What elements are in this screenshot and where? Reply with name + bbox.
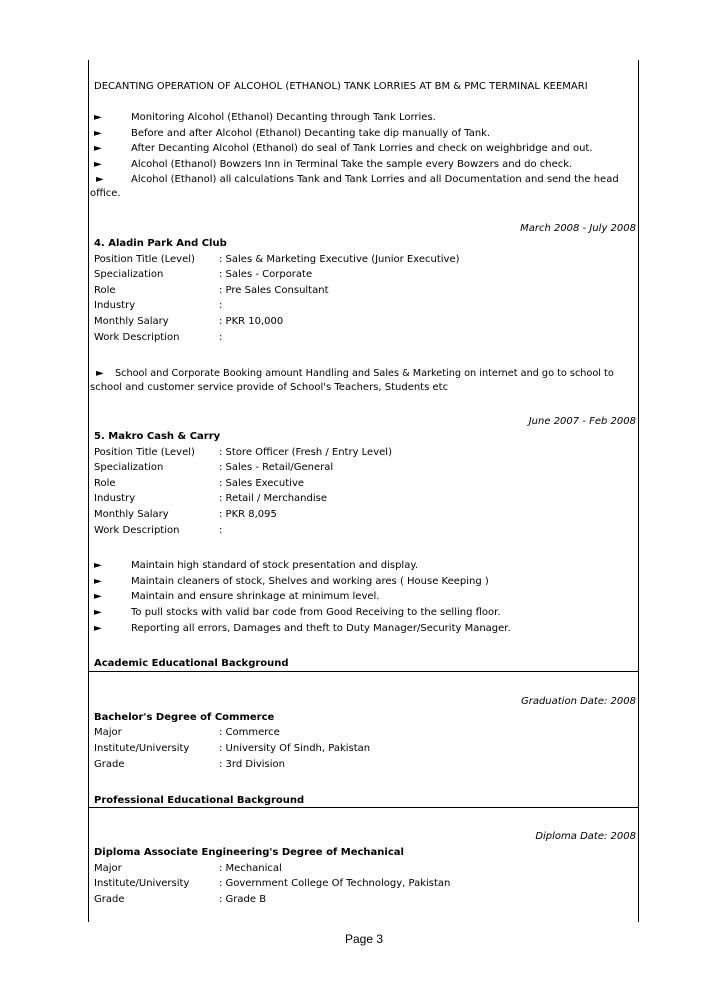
field-label: Monthly Salary xyxy=(94,509,169,520)
bullet-text: Monitoring Alcohol (Ethanol) Decanting through Tank Lorries. xyxy=(131,112,436,123)
field-label: Industry xyxy=(94,300,136,311)
right-border xyxy=(638,60,639,922)
left-border xyxy=(88,60,89,922)
bullet-text: Maintain cleaners of stock, Shelves and working ares ( House Keeping ) xyxy=(131,576,489,587)
field-label: Grade xyxy=(94,759,125,770)
job5-date: June 2007 - Feb 2008 xyxy=(528,416,636,427)
field-value: : 3rd Division xyxy=(219,759,285,770)
ethanol-heading: DECANTING OPERATION OF ALCOHOL (ETHANOL) TANK LORRIES AT BM & PMC TERMINAL KEEMARI xyxy=(94,81,588,92)
bullet-text: Before and after Alcohol (Ethanol) Decanting take dip manually of Tank. xyxy=(131,128,491,139)
bullet-text-continuation: office. xyxy=(90,188,121,199)
bullet-text: To pull stocks with valid bar code from Good Receiving to the selling floor. xyxy=(131,607,501,618)
bullet-arrow-icon: ► xyxy=(96,174,104,185)
academic-heading: Academic Educational Background xyxy=(94,658,289,669)
bullet-arrow-icon: ► xyxy=(96,368,104,379)
field-value: : Store Officer (Fresh / Entry Level) xyxy=(219,447,392,458)
job4-description-line-2: school and customer service provide of School's Teachers, Students etc xyxy=(90,382,449,393)
field-value: : Mechanical xyxy=(219,863,282,874)
bullet-arrow-icon: ► xyxy=(94,623,102,634)
bullet-arrow-icon: ► xyxy=(94,128,102,139)
academic-date: Graduation Date: 2008 xyxy=(520,696,636,707)
bullet-text: Reporting all errors, Damages and theft to Duty Manager/Security Manager. xyxy=(131,623,511,634)
field-label: Institute/University xyxy=(94,743,190,754)
bullet-arrow-icon: ► xyxy=(94,143,102,154)
field-value: : Sales Executive xyxy=(219,478,305,489)
field-value: : Sales & Marketing Executive (Junior Executive) xyxy=(219,254,460,265)
professional-date: Diploma Date: 2008 xyxy=(535,831,636,842)
field-label: Work Description xyxy=(94,525,180,536)
academic-divider xyxy=(88,671,639,672)
bullet-text: Maintain high standard of stock presentation and display. xyxy=(131,560,418,571)
professional-heading: Professional Educational Background xyxy=(94,795,305,806)
bullet-arrow-icon: ► xyxy=(94,159,102,170)
field-label: Specialization xyxy=(94,269,164,280)
field-value: : University Of Sindh, Pakistan xyxy=(219,743,371,754)
field-label: Industry xyxy=(94,493,136,504)
field-label: Position Title (Level) xyxy=(94,447,195,458)
field-label: Institute/University xyxy=(94,878,190,889)
field-label: Role xyxy=(94,478,116,489)
bullet-text: Alcohol (Ethanol) Bowzers Inn in Terminal Take the sample every Bowzers and do check. xyxy=(131,159,573,170)
field-label: Role xyxy=(94,285,116,296)
bullet-arrow-icon: ► xyxy=(94,607,102,618)
field-value: : PKR 10,000 xyxy=(219,316,284,327)
job4-title: 4. Aladin Park And Club xyxy=(94,238,227,249)
bullet-arrow-icon: ► xyxy=(94,591,102,602)
page-number: Page 3 xyxy=(344,932,384,946)
field-label: Specialization xyxy=(94,462,164,473)
field-value: : Sales - Retail/General xyxy=(219,462,334,473)
job4-date: March 2008 - July 2008 xyxy=(520,223,636,234)
job4-description-line-1: School and Corporate Booking amount Handling and Sales & Marketing on internet and go to school to xyxy=(115,368,614,379)
field-label: Work Description xyxy=(94,332,180,343)
field-value: : Pre Sales Consultant xyxy=(219,285,329,296)
field-value: : PKR 8,095 xyxy=(219,509,277,520)
field-value: : xyxy=(219,525,223,536)
field-label: Monthly Salary xyxy=(94,316,169,327)
job5-title: 5. Makro Cash & Carry xyxy=(94,431,221,442)
field-label: Major xyxy=(94,727,122,738)
field-value: : xyxy=(219,332,223,343)
field-value: : Retail / Merchandise xyxy=(219,493,327,504)
field-value: : Sales - Corporate xyxy=(219,269,313,280)
bullet-arrow-icon: ► xyxy=(94,576,102,587)
bullet-arrow-icon: ► xyxy=(94,560,102,571)
field-value: : xyxy=(219,300,223,311)
academic-degree-title: Bachelor's Degree of Commerce xyxy=(94,712,275,723)
bullet-text: After Decanting Alcohol (Ethanol) do seal of Tank Lorries and check on weighbridge and out. xyxy=(131,143,593,154)
professional-degree-title: Diploma Associate Engineering's Degree of Mechanical xyxy=(94,847,404,858)
bullet-text: Alcohol (Ethanol) all calculations Tank and Tank Lorries and all Documentation and send the head xyxy=(131,174,619,185)
field-value: : Government College Of Technology, Pakistan xyxy=(219,878,451,889)
field-label: Position Title (Level) xyxy=(94,254,195,265)
bullet-text: Maintain and ensure shrinkage at minimum level. xyxy=(131,591,380,602)
field-label: Major xyxy=(94,863,122,874)
field-label: Grade xyxy=(94,894,125,905)
bullet-arrow-icon: ► xyxy=(94,112,102,123)
field-value: : Commerce xyxy=(219,727,280,738)
field-value: : Grade B xyxy=(219,894,267,905)
